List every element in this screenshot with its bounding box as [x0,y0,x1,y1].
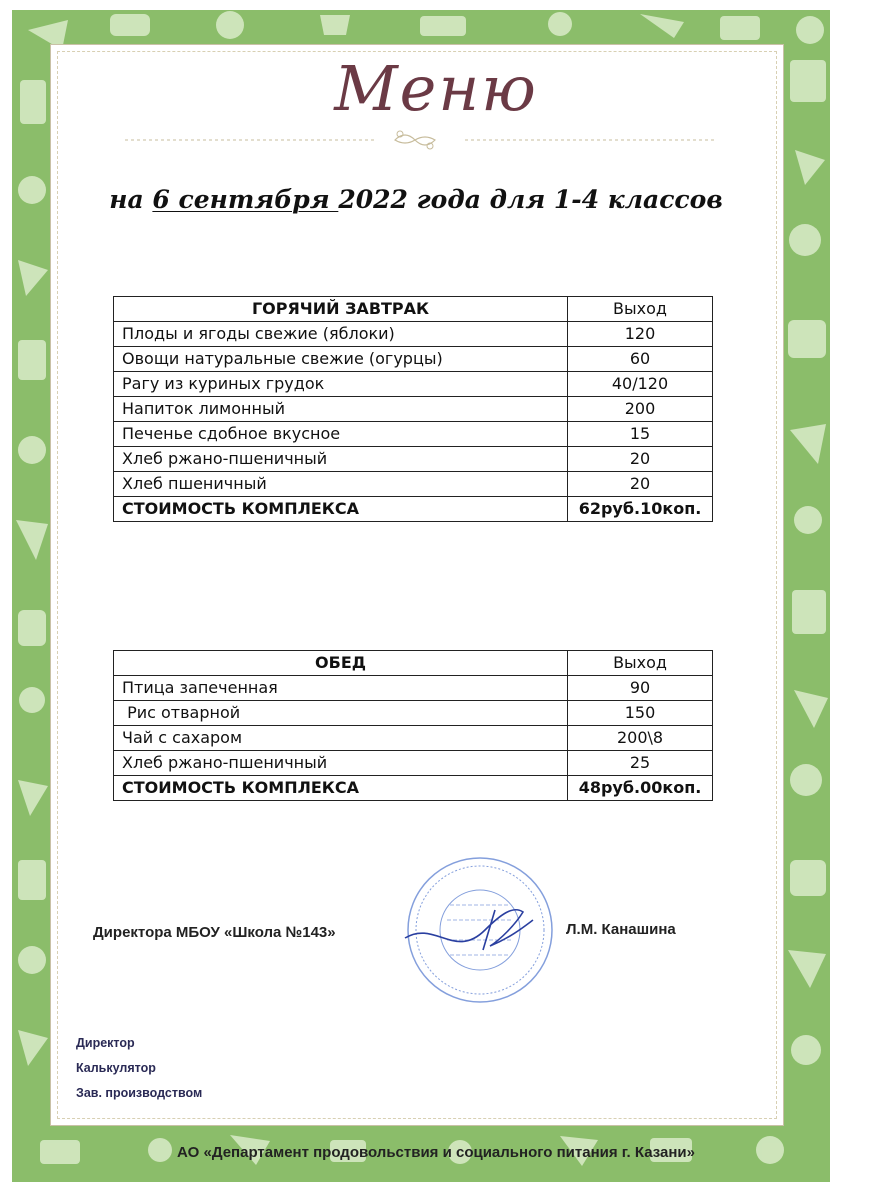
total-price: 62руб.10коп. [568,497,713,522]
signature-label: Директора МБОУ «Школа №143» [93,924,336,941]
table-row [114,701,713,726]
table-row [114,322,713,347]
breakfast-header: ГОРЯЧИЙ ЗАВТРАК [114,297,568,322]
dish-yield: 15 [568,422,713,447]
dish-yield: 20 [568,447,713,472]
ornament-divider [125,128,715,152]
dish-name: Печенье сдобное вкусное [114,422,568,447]
total-price: 48руб.00коп. [568,776,713,801]
dish-name: Напиток лимонный [114,397,568,422]
dish-name: Хлеб ржано-пшеничный [114,751,568,776]
staff-director: Директор [76,1036,135,1050]
total-label: СТОИМОСТЬ КОМПЛЕКСА [114,776,568,801]
subtitle-suffix: 2022 года для 1-4 классов [338,185,723,214]
lunch-header: ОБЕД [114,651,568,676]
dish-yield: 60 [568,347,713,372]
table-row [114,726,713,751]
yield-column-header: Выход [568,651,713,676]
table-row [114,397,713,422]
official-stamp [395,850,565,1010]
dish-name: Плоды и ягоды свежие (яблоки) [114,322,568,347]
breakfast-table [113,296,713,522]
table-header-row [114,297,713,322]
dish-yield: 40/120 [568,372,713,397]
table-row [114,751,713,776]
table-row [114,472,713,497]
director-name: Л.М. Канашина [566,921,676,938]
signature-scribble [405,910,533,950]
table-row [114,347,713,372]
dish-yield: 150 [568,701,713,726]
dish-name: Хлеб ржано-пшеничный [114,447,568,472]
menu-subtitle [0,185,832,214]
table-row [114,676,713,701]
table-row [114,372,713,397]
dish-yield: 90 [568,676,713,701]
staff-calculator: Калькулятор [76,1061,156,1075]
dish-name: Рис отварной [114,701,568,726]
subtitle-date: 6 сентября [152,185,339,214]
table-header-row [114,651,713,676]
dish-yield: 20 [568,472,713,497]
menu-title: Меню [334,52,538,125]
total-row [114,497,713,522]
staff-production-head: Зав. производством [76,1086,203,1100]
dish-yield: 25 [568,751,713,776]
yield-column-header: Выход [568,297,713,322]
table-row [114,447,713,472]
total-label: СТОИМОСТЬ КОМПЛЕКСА [114,497,568,522]
dish-yield: 200 [568,397,713,422]
dish-name: Рагу из куриных грудок [114,372,568,397]
table-row [114,422,713,447]
lunch-table [113,650,713,801]
dish-name: Птица запеченная [114,676,568,701]
total-row [114,776,713,801]
dish-yield: 120 [568,322,713,347]
dish-name: Хлеб пшеничный [114,472,568,497]
subtitle-prefix: на [109,185,153,214]
dish-name: Овощи натуральные свежие (огурцы) [114,347,568,372]
footer-organization: АО «Департамент продовольствия и социального питания г. Казани» [177,1144,695,1161]
dish-yield: 200\8 [568,726,713,751]
dish-name: Чай с сахаром [114,726,568,751]
